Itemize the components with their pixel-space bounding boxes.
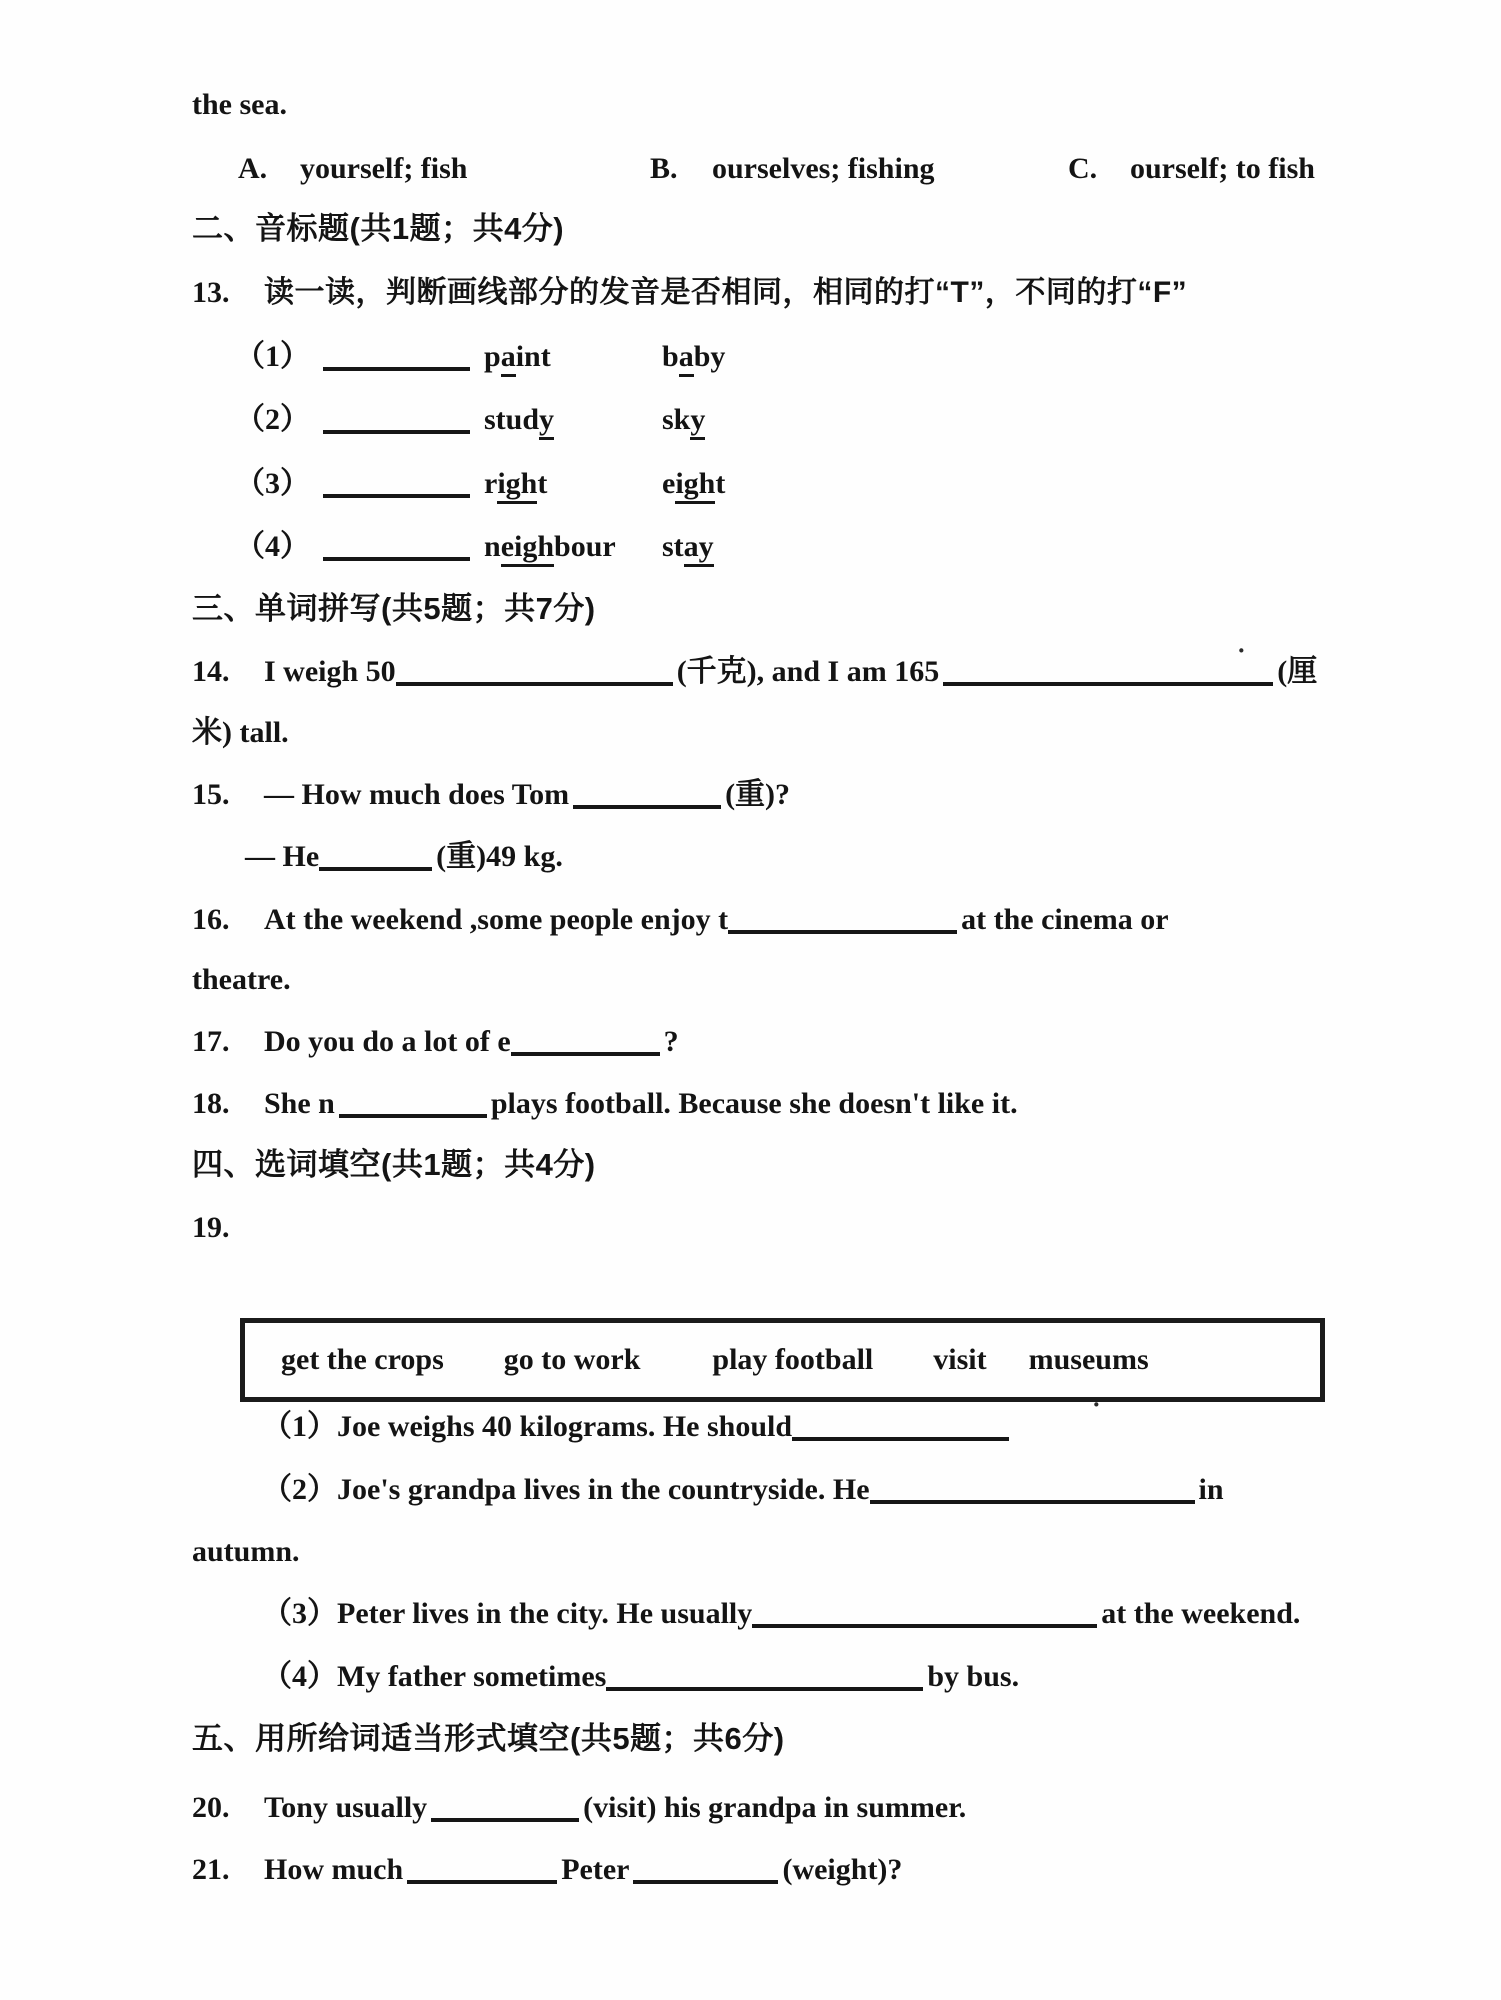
answer-blank (870, 1474, 1195, 1504)
item-number: （4） (262, 1660, 337, 1693)
q13-item-4 (235, 528, 714, 566)
phonics-word-1: paint (484, 338, 662, 376)
answer-blank (319, 841, 432, 871)
question-17-number: 17. (192, 1025, 230, 1058)
answer-blank (752, 1598, 1097, 1628)
underlined-letters: y (690, 403, 705, 440)
question-13-stem (192, 274, 1187, 312)
option-b (650, 150, 935, 188)
section-4-title: 四、选词填空(共1题；共4分) (192, 1147, 596, 1182)
phonics-word-1: neighbour (484, 528, 662, 566)
question-21: 21. How much Peter (weight)? (192, 1851, 902, 1889)
question-19-number: 19. (192, 1211, 230, 1244)
answer-blank (573, 779, 721, 809)
answer-blank (407, 1854, 557, 1884)
phonics-word-1: study (484, 401, 662, 439)
question-14-line-1: 14. I weigh 50 (千克), and I am 165 (厘 (192, 653, 1317, 691)
question-20: 20. Tony usually (visit) his grandpa in summer. (192, 1789, 966, 1827)
phonics-word-2: sky (662, 401, 705, 439)
word-bank-item: play football (712, 1343, 874, 1376)
q13-item-3 (235, 465, 725, 503)
word-bank-item: visit (933, 1343, 987, 1376)
option-c-text: ourself; to fish (1130, 152, 1315, 185)
phonics-word-2: stay (662, 528, 714, 566)
answer-blank (792, 1411, 1009, 1441)
lead-text: the sea. (192, 88, 287, 121)
question-14-line-2: 米) tall. (192, 716, 289, 749)
q13-item-1 (235, 338, 725, 376)
phonics-word-2: baby (662, 338, 725, 376)
option-a-text: yourself; fish (300, 152, 468, 185)
question-14-number: 14. (192, 655, 230, 688)
question-16-line-1: 16. At the weekend ,some people enjoy t at the cinema or (192, 901, 1169, 939)
option-c-label: C. (1068, 152, 1098, 185)
phonics-word-2: eight (662, 465, 725, 503)
question-15-line-1: 15. — How much does Tom (重)? (192, 776, 790, 814)
section-3-title: 三、单词拼写(共5题；共7分) (192, 591, 596, 626)
question-16-line-2: theatre. (192, 963, 291, 996)
stray-dot: · (1237, 636, 1246, 665)
item-number: （1） (262, 1410, 337, 1443)
question-13-text: 读一读，判断画线部分的发音是否相同，相同的打“T”，不同的打“F” (264, 276, 1188, 309)
phonics-word-1: right (484, 465, 662, 503)
q19-item-2-line-2: autumn. (192, 1535, 300, 1568)
item-number: （2） (262, 1473, 337, 1506)
underlined-letters: y (539, 403, 554, 440)
option-b-text: ourselves; fishing (712, 152, 935, 185)
option-a-label: A. (238, 152, 268, 185)
word-bank-box (240, 1318, 1325, 1402)
answer-blank (943, 656, 1273, 686)
underlined-letters: a (679, 340, 694, 377)
q19-item-2: （2）Joe's grandpa lives in the countryside. He in (262, 1473, 1224, 1506)
underlined-letters: ay (684, 530, 714, 567)
underlined-letters: igh (497, 467, 537, 504)
underlined-letters: a (501, 340, 516, 377)
section-5-title: 五、用所给词适当形式填空(共5题；共6分) (192, 1721, 785, 1756)
underlined-letters: eigh (501, 530, 554, 567)
answer-blank (633, 1854, 778, 1884)
answer-blank (396, 656, 673, 686)
answer-blank (606, 1661, 923, 1691)
q19-item-3: （3）Peter lives in the city. He usually at the weekend. (262, 1597, 1301, 1630)
question-16-number: 16. (192, 903, 230, 936)
word-bank-item: museums (1028, 1343, 1149, 1376)
item-number: （3） (262, 1597, 337, 1630)
stray-dot: · (1092, 1390, 1101, 1419)
option-a (238, 150, 468, 188)
item-number: （3） (235, 467, 310, 500)
question-13-number: 13. (192, 276, 230, 309)
answer-blank (323, 341, 470, 371)
answer-blank (728, 904, 957, 934)
answer-blank (323, 404, 470, 434)
question-21-number: 21. (192, 1853, 230, 1886)
option-c (1068, 150, 1315, 188)
option-b-label: B. (650, 152, 678, 185)
q19-item-4: （4）My father sometimes by bus. (262, 1660, 1020, 1693)
answer-blank (511, 1026, 660, 1056)
question-17: 17. Do you do a lot of e ? (192, 1023, 679, 1061)
section-2-title: 二、音标题(共1题；共4分) (192, 211, 565, 246)
question-15-number: 15. (192, 778, 230, 811)
item-number: （1） (235, 340, 310, 373)
question-20-number: 20. (192, 1791, 230, 1824)
answer-blank (323, 531, 470, 561)
answer-blank (323, 468, 470, 498)
underlined-letters: igh (675, 467, 715, 504)
question-18-number: 18. (192, 1087, 230, 1120)
word-bank-item: get the crops (281, 1343, 444, 1376)
item-number: （4） (235, 530, 310, 563)
question-15-line-2: — He (重)49 kg. (245, 840, 563, 873)
q19-item-1: （1）Joe weighs 40 kilograms. He should (262, 1408, 1013, 1446)
question-18: 18. She n plays football. Because she doesn't like it. (192, 1085, 1018, 1123)
answer-blank (339, 1088, 487, 1118)
answer-blank (431, 1792, 579, 1822)
q13-item-2 (235, 401, 705, 439)
word-bank-item: go to work (503, 1343, 641, 1376)
item-number: （2） (235, 403, 310, 436)
